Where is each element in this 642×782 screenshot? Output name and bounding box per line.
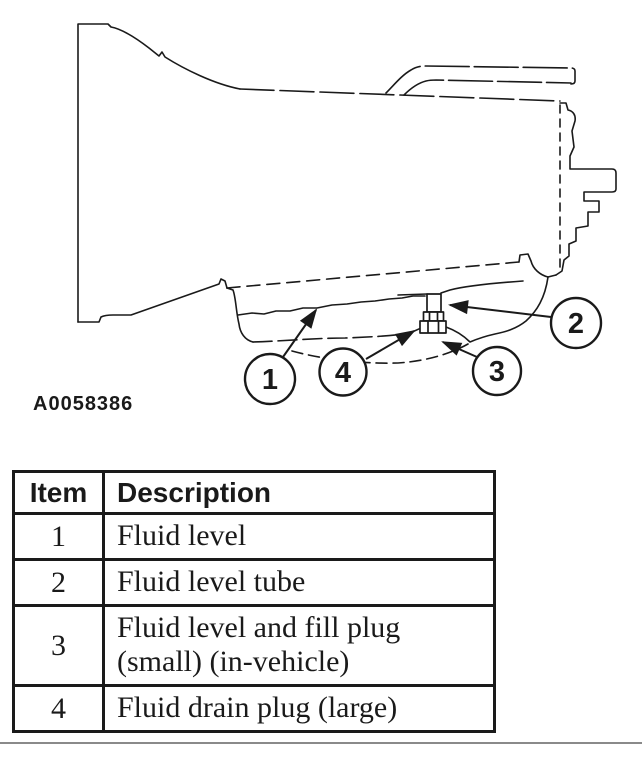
item-cell: 1 <box>14 514 104 560</box>
fluid-level-line <box>238 296 425 315</box>
pan-sump-hidden-line <box>292 344 468 363</box>
bellhousing-bottom-edge <box>78 279 227 322</box>
pan-rear-wall <box>446 277 548 342</box>
table-row <box>14 686 495 732</box>
description-column-header: Description <box>104 472 495 514</box>
item-cell: 3 <box>14 606 104 686</box>
table-header-row <box>14 472 495 514</box>
callout-number-1: 1 <box>261 364 279 396</box>
case-top-edge <box>240 89 560 101</box>
table-row <box>14 560 495 606</box>
tail-housing-contour <box>556 103 616 275</box>
callout-number-2: 2 <box>567 308 585 340</box>
description-cell: Fluid drain plug (large) <box>104 686 495 732</box>
parts-table <box>12 470 496 733</box>
drain-plug <box>420 321 446 333</box>
page-separator-rule <box>0 742 642 744</box>
description-cell: Fluid level tube <box>104 560 495 606</box>
table-row <box>14 514 495 560</box>
leader-arrow-1 <box>283 310 316 357</box>
callout-number-3: 3 <box>488 356 506 388</box>
description-cell: Fluid level <box>104 514 495 560</box>
fluid-level-tube-inner-line <box>404 80 571 95</box>
description-cell: Fluid level and fill plug (small) (in-vehicle) <box>104 606 495 686</box>
bellhousing-outline <box>78 24 240 322</box>
pan-bottom-edge <box>253 328 421 342</box>
table-row <box>14 606 495 686</box>
callout-number-4: 4 <box>334 357 352 389</box>
item-cell: 2 <box>14 560 104 606</box>
item-cell: 4 <box>14 686 104 732</box>
fluid-level-tube <box>427 294 441 312</box>
item-column-header: Item <box>14 472 104 514</box>
rear-bottom-edge <box>519 254 556 277</box>
plug-mount-right-line <box>441 281 523 293</box>
fluid-level-tube-outer-line <box>386 66 575 93</box>
leader-arrow-3 <box>443 342 477 357</box>
fill-plug <box>424 312 444 321</box>
figure-id-label: A0058386 <box>33 393 134 415</box>
plug-mount-left-line <box>398 294 427 295</box>
pan-rail-hidden-line <box>227 262 519 288</box>
